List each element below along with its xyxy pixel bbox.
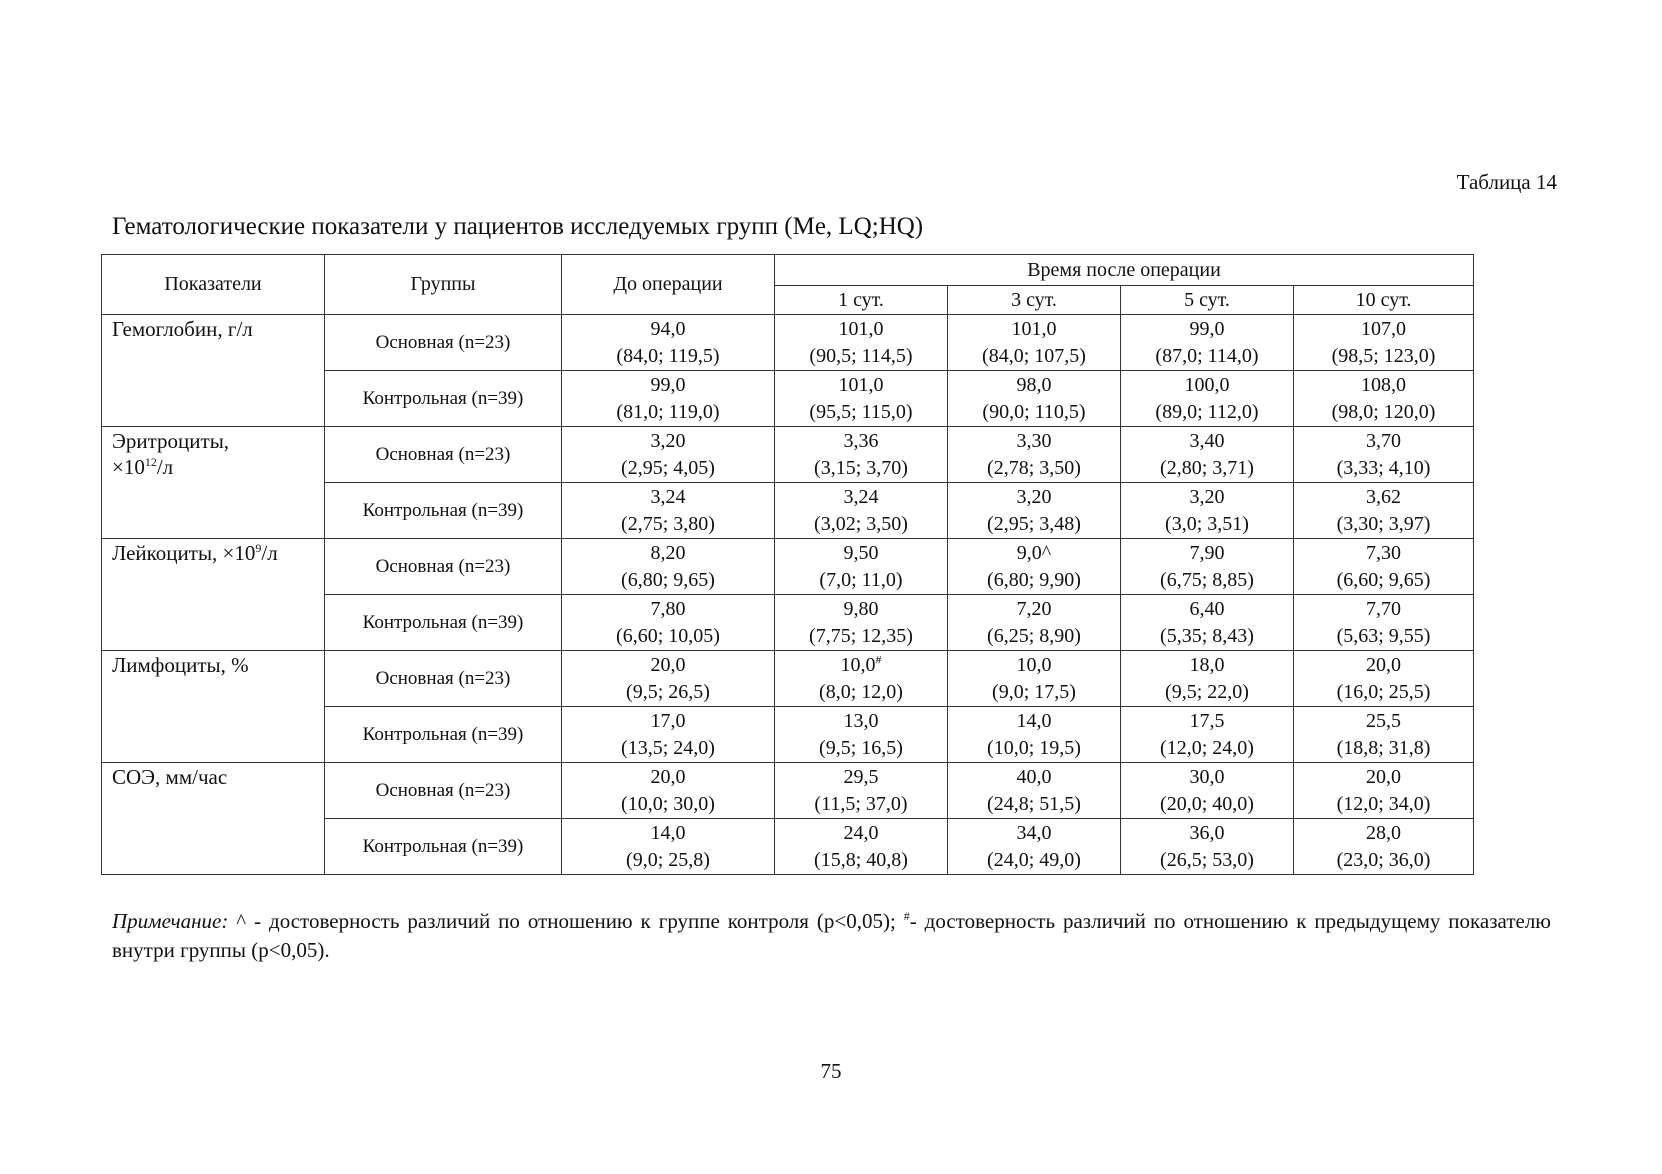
hematology-table — [101, 254, 1474, 875]
median-line — [1294, 484, 1473, 511]
median-value: 7,20 — [1016, 597, 1052, 620]
quartile-range: (23,0; 36,0) — [1336, 848, 1431, 871]
table-row — [102, 763, 1474, 819]
median-value: 13,0 — [843, 709, 879, 732]
indicator-exponent: 12 — [144, 455, 157, 469]
value-cell — [1294, 595, 1474, 651]
value-cell — [948, 819, 1121, 875]
median-line — [775, 484, 947, 511]
group-cell: Контрольная (n=39) — [325, 707, 562, 763]
value-cell — [562, 595, 775, 651]
value-cell — [562, 371, 775, 427]
indicator-cell — [102, 427, 325, 539]
value-cell — [1121, 427, 1294, 483]
group-cell: Контрольная (n=39) — [325, 371, 562, 427]
value-cell — [948, 651, 1121, 707]
median-line — [948, 708, 1120, 735]
value-cell — [1121, 371, 1294, 427]
quartile-range: (2,80; 3,71) — [1160, 456, 1254, 479]
quartile-range: (3,33; 4,10) — [1336, 456, 1431, 479]
median-value: 3,20 — [650, 429, 686, 452]
median-value: 20,0 — [650, 653, 686, 676]
quartile-range: (11,5; 37,0) — [814, 792, 908, 815]
median-line — [1121, 428, 1293, 455]
quartile-range: (5,63; 9,55) — [1336, 624, 1431, 647]
median-value: 3,20 — [1189, 485, 1225, 508]
median-line — [1121, 540, 1293, 567]
value-cell — [562, 819, 775, 875]
median-value: 3,24 — [843, 485, 879, 508]
value-cell — [775, 483, 948, 539]
median-value: 3,40 — [1189, 429, 1225, 452]
median-value: 18,0 — [1189, 653, 1225, 676]
value-cell — [775, 539, 948, 595]
median-value: 34,0 — [1016, 821, 1052, 844]
value-cell — [562, 315, 775, 371]
value-cell — [1121, 595, 1294, 651]
quartile-range: (2,95; 3,48) — [987, 512, 1081, 535]
quartile-range: (90,5; 114,5) — [809, 344, 913, 367]
median-value: 8,20 — [650, 541, 686, 564]
median-value: 36,0 — [1189, 821, 1225, 844]
quartile-range: (24,8; 51,5) — [987, 792, 1081, 815]
median-value: 98,0 — [1016, 373, 1052, 396]
median-line — [948, 540, 1120, 567]
median-value: 3,30 — [1016, 429, 1052, 452]
group-cell: Контрольная (n=39) — [325, 483, 562, 539]
table-number: Таблица 14 — [1456, 170, 1557, 194]
median-line — [775, 764, 947, 791]
median-line — [1294, 540, 1473, 567]
value-cell — [1294, 371, 1474, 427]
value-cell — [1294, 707, 1474, 763]
indicator-exponent: 9 — [255, 541, 262, 555]
quartile-range: (6,25; 8,90) — [987, 624, 1081, 647]
median-line — [562, 708, 774, 735]
quartile-range: (2,95; 4,05) — [621, 456, 715, 479]
group-cell: Основная (n=23) — [325, 651, 562, 707]
median-value: 10,0 — [840, 653, 876, 676]
median-value: 28,0 — [1366, 821, 1401, 844]
page-number: 75 — [820, 1059, 842, 1083]
value-cell — [1294, 539, 1474, 595]
value-cell — [1294, 651, 1474, 707]
median-line — [775, 820, 947, 847]
median-line — [948, 596, 1120, 623]
median-value: 30,0 — [1189, 765, 1225, 788]
quartile-range: (20,0; 40,0) — [1160, 792, 1254, 815]
value-cell — [1121, 707, 1294, 763]
value-cell — [562, 651, 775, 707]
median-value: 17,5 — [1189, 709, 1225, 732]
median-line — [562, 596, 774, 623]
value-cell — [1294, 763, 1474, 819]
value-cell — [775, 819, 948, 875]
significance-mark: # — [875, 651, 882, 666]
value-cell — [562, 763, 775, 819]
group-cell: Основная (n=23) — [325, 315, 562, 371]
median-line — [562, 540, 774, 567]
value-cell — [1121, 651, 1294, 707]
value-cell — [1121, 763, 1294, 819]
header-day-1: 1 сут. — [775, 286, 948, 315]
median-line — [775, 652, 947, 679]
median-line — [1121, 652, 1293, 679]
header-day-5: 5 сут. — [1121, 286, 1294, 315]
median-line — [1294, 708, 1473, 735]
median-line — [948, 484, 1120, 511]
indicator-unit: ×10 — [112, 455, 145, 479]
median-line — [562, 372, 774, 399]
median-line — [562, 652, 774, 679]
median-line — [1121, 484, 1293, 511]
median-value: 101,0 — [838, 317, 884, 340]
quartile-range: (7,0; 11,0) — [819, 568, 903, 591]
quartile-range: (18,8; 31,8) — [1336, 736, 1431, 759]
table-row — [102, 427, 1474, 483]
median-line — [562, 428, 774, 455]
quartile-range: (12,0; 24,0) — [1160, 736, 1254, 759]
median-line — [1121, 820, 1293, 847]
median-line — [1294, 428, 1473, 455]
median-line — [1294, 596, 1473, 623]
median-line — [948, 316, 1120, 343]
median-value: 9,50 — [843, 541, 879, 564]
median-value: 7,30 — [1366, 541, 1401, 564]
note-label: Примечание: — [112, 909, 229, 933]
quartile-range: (95,5; 115,0) — [809, 400, 913, 423]
median-value: 3,70 — [1366, 429, 1401, 452]
median-line — [775, 372, 947, 399]
quartile-range: (98,0; 120,0) — [1331, 400, 1436, 423]
quartile-range: (87,0; 114,0) — [1155, 344, 1259, 367]
quartile-range: (9,0; 25,8) — [626, 848, 710, 871]
median-line — [775, 540, 947, 567]
median-line — [1121, 764, 1293, 791]
value-cell — [1294, 427, 1474, 483]
value-cell — [562, 707, 775, 763]
quartile-range: (3,15; 3,70) — [814, 456, 908, 479]
median-line — [1121, 372, 1293, 399]
value-cell — [1294, 819, 1474, 875]
table-title: Гематологические показатели у пациентов исследуемых групп (Me, LQ;HQ) — [112, 213, 924, 240]
value-cell — [562, 483, 775, 539]
table-row — [102, 539, 1474, 595]
median-line — [562, 316, 774, 343]
value-cell — [1294, 483, 1474, 539]
median-value: 24,0 — [843, 821, 879, 844]
quartile-range: (24,0; 49,0) — [987, 848, 1081, 871]
value-cell — [775, 595, 948, 651]
group-cell: Основная (n=23) — [325, 763, 562, 819]
median-line — [775, 708, 947, 735]
median-value: 6,40 — [1189, 597, 1225, 620]
quartile-range: (9,0; 17,5) — [992, 680, 1076, 703]
indicator-name: Лейкоциты, ×10 — [112, 541, 256, 565]
quartile-range: (6,60; 10,05) — [616, 624, 720, 647]
median-value: 100,0 — [1184, 373, 1230, 396]
note-hash-mark: # — [903, 909, 910, 923]
value-cell — [775, 315, 948, 371]
median-value: 3,20 — [1016, 485, 1052, 508]
indicator-cell — [102, 651, 325, 763]
quartile-range: (9,5; 16,5) — [819, 736, 903, 759]
value-cell — [775, 707, 948, 763]
quartile-range: (26,5; 53,0) — [1160, 848, 1254, 871]
value-cell — [948, 427, 1121, 483]
median-value: 7,90 — [1189, 541, 1225, 564]
quartile-range: (3,30; 3,97) — [1336, 512, 1431, 535]
quartile-range: (3,0; 3,51) — [1165, 512, 1249, 535]
value-cell — [948, 763, 1121, 819]
note-text-hash: - достоверность различий по отношению к предыдущему показателю внутри группы (p<0,05). — [112, 909, 1551, 962]
indicator-name: СОЭ, мм/час — [112, 765, 228, 789]
indicator-unit-suffix: /л — [156, 455, 174, 479]
median-value: 3,24 — [650, 485, 686, 508]
quartile-range: (6,80; 9,90) — [987, 568, 1081, 591]
quartile-range: (6,60; 9,65) — [1336, 568, 1431, 591]
median-value: 3,36 — [843, 429, 879, 452]
median-line — [1294, 652, 1473, 679]
median-value: 40,0 — [1016, 765, 1052, 788]
value-cell — [562, 427, 775, 483]
median-value: 9,80 — [843, 597, 879, 620]
median-value: 107,0 — [1361, 317, 1406, 340]
value-cell — [948, 707, 1121, 763]
value-cell — [1121, 483, 1294, 539]
median-value: 14,0 — [650, 821, 686, 844]
median-line — [775, 428, 947, 455]
value-cell — [948, 483, 1121, 539]
median-value: 17,0 — [650, 709, 686, 732]
median-value: 29,5 — [843, 765, 879, 788]
median-line — [948, 428, 1120, 455]
header-day-10: 10 сут. — [1294, 286, 1474, 315]
median-line — [1294, 372, 1473, 399]
median-value: 101,0 — [1011, 317, 1057, 340]
value-cell — [948, 539, 1121, 595]
quartile-range: (84,0; 107,5) — [982, 344, 1086, 367]
value-cell — [775, 427, 948, 483]
median-value: 7,80 — [650, 597, 686, 620]
median-value: 94,0 — [650, 317, 686, 340]
median-line — [1121, 708, 1293, 735]
median-line — [775, 316, 947, 343]
indicator-name: Эритроциты, — [112, 429, 230, 453]
median-line — [1121, 316, 1293, 343]
header-groups: Группы — [325, 255, 562, 315]
table-row — [102, 651, 1474, 707]
value-cell — [1121, 819, 1294, 875]
quartile-range: (12,0; 34,0) — [1336, 792, 1431, 815]
note-text-caret: ^ - достоверность различий по отношению к группе контроля (p<0,05); — [228, 909, 904, 933]
group-cell: Основная (n=23) — [325, 427, 562, 483]
value-cell — [1121, 315, 1294, 371]
value-cell — [948, 595, 1121, 651]
table-row — [102, 315, 1474, 371]
median-value: 20,0 — [1366, 653, 1401, 676]
value-cell — [1294, 315, 1474, 371]
median-value: 7,70 — [1366, 597, 1401, 620]
value-cell — [775, 763, 948, 819]
median-line — [562, 484, 774, 511]
value-cell — [775, 651, 948, 707]
median-value: 25,5 — [1366, 709, 1401, 732]
quartile-range: (81,0; 119,0) — [616, 400, 720, 423]
quartile-range: (2,78; 3,50) — [987, 456, 1081, 479]
median-value: 9,0^ — [1016, 541, 1052, 564]
value-cell — [948, 371, 1121, 427]
quartile-range: (6,75; 8,85) — [1160, 568, 1254, 591]
quartile-range: (13,5; 24,0) — [621, 736, 715, 759]
quartile-range: (89,0; 112,0) — [1155, 400, 1259, 423]
quartile-range: (10,0; 19,5) — [987, 736, 1081, 759]
group-cell: Контрольная (n=39) — [325, 595, 562, 651]
median-value: 99,0 — [1189, 317, 1225, 340]
indicator-cell — [102, 763, 325, 875]
median-value: 101,0 — [838, 373, 884, 396]
table-note — [112, 907, 1551, 965]
median-value: 3,62 — [1366, 485, 1401, 508]
quartile-range: (8,0; 12,0) — [819, 680, 903, 703]
quartile-range: (2,75; 3,80) — [621, 512, 715, 535]
indicator-name: Лимфоциты, % — [112, 653, 249, 677]
quartile-range: (9,5; 26,5) — [626, 680, 710, 703]
median-line — [1294, 820, 1473, 847]
header-indicators: Показатели — [102, 255, 325, 315]
median-line — [562, 764, 774, 791]
median-line — [1121, 596, 1293, 623]
value-cell — [1121, 539, 1294, 595]
header-day-3: 3 сут. — [948, 286, 1121, 315]
median-value: 108,0 — [1361, 373, 1406, 396]
median-line — [948, 820, 1120, 847]
median-line — [948, 764, 1120, 791]
median-value: 20,0 — [650, 765, 686, 788]
header-time-after-surgery: Время после операции — [775, 255, 1474, 286]
quartile-range: (6,80; 9,65) — [621, 568, 715, 591]
median-value: 14,0 — [1016, 709, 1052, 732]
value-cell — [775, 371, 948, 427]
median-line — [948, 372, 1120, 399]
median-line — [775, 596, 947, 623]
header-before-surgery: До операции — [562, 255, 775, 315]
indicator-name: Гемоглобин, г/л — [112, 317, 253, 341]
median-line — [1294, 764, 1473, 791]
indicator-cell — [102, 315, 325, 427]
quartile-range: (98,5; 123,0) — [1331, 344, 1436, 367]
median-value: 20,0 — [1366, 765, 1401, 788]
quartile-range: (15,8; 40,8) — [814, 848, 908, 871]
indicator-cell — [102, 539, 325, 651]
median-value: 10,0 — [1016, 653, 1052, 676]
table-body — [102, 315, 1474, 875]
quartile-range: (84,0; 119,5) — [616, 344, 720, 367]
quartile-range: (7,75; 12,35) — [809, 624, 913, 647]
group-cell: Основная (n=23) — [325, 539, 562, 595]
quartile-range: (9,5; 22,0) — [1165, 680, 1249, 703]
quartile-range: (16,0; 25,5) — [1336, 680, 1431, 703]
quartile-range: (3,02; 3,50) — [814, 512, 908, 535]
quartile-range: (90,0; 110,5) — [982, 400, 1086, 423]
indicator-unit-suffix: /л — [261, 541, 278, 565]
value-cell — [562, 539, 775, 595]
quartile-range: (5,35; 8,43) — [1160, 624, 1254, 647]
group-cell: Контрольная (n=39) — [325, 819, 562, 875]
median-line — [948, 652, 1120, 679]
quartile-range: (10,0; 30,0) — [621, 792, 715, 815]
median-value: 99,0 — [650, 373, 686, 396]
median-line — [562, 820, 774, 847]
median-line — [1294, 316, 1473, 343]
value-cell — [948, 315, 1121, 371]
